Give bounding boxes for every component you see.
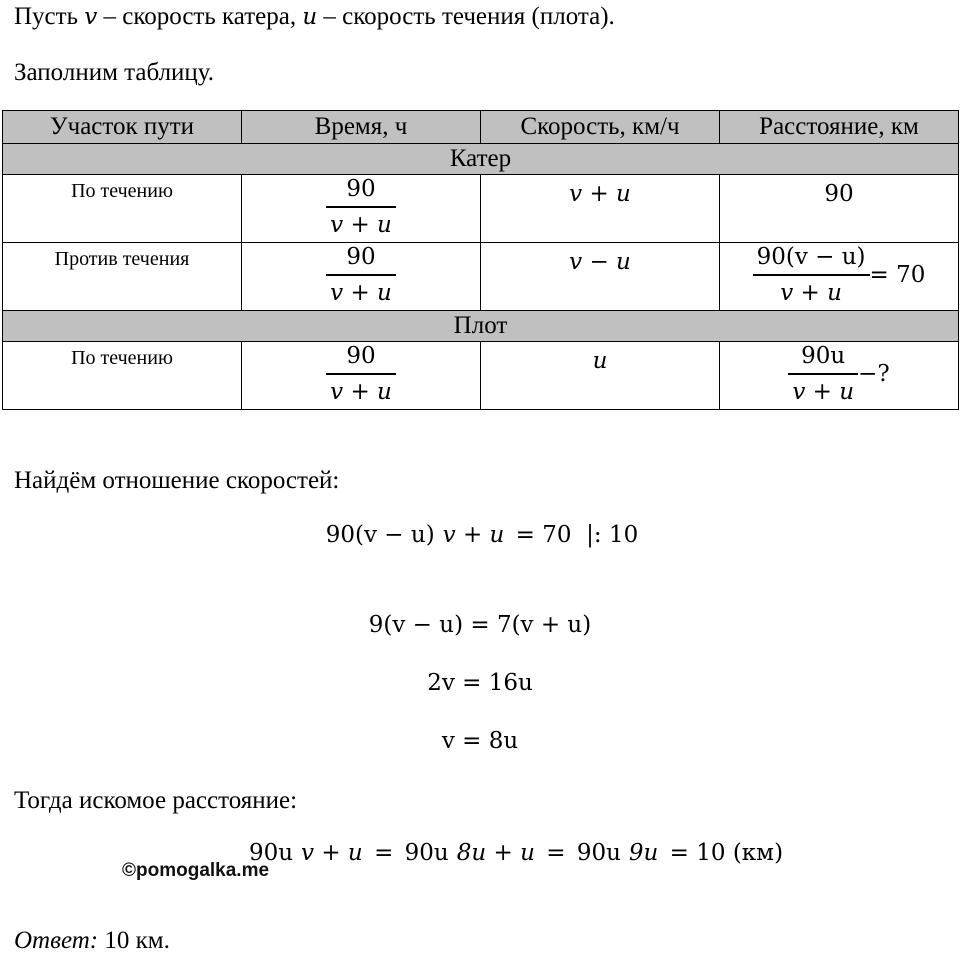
equation-2: 9(v − u) = 7(v + u) — [368, 612, 592, 638]
watermark: ©pomogalka.me — [122, 860, 270, 881]
fraction-denominator: v + u — [442, 522, 505, 548]
section-row-boat — [3, 144, 959, 175]
speed-cell — [481, 342, 720, 410]
fraction-denominator: 9u — [628, 840, 659, 866]
time-cell — [242, 243, 481, 311]
header-cell: Время, ч — [242, 111, 481, 144]
fraction-denominator: 8u + u — [456, 840, 535, 866]
time-fraction — [326, 242, 396, 308]
row-label: По течению — [3, 175, 242, 243]
fraction-bar — [326, 373, 396, 375]
fraction-denominator: v + u — [780, 279, 842, 306]
fraction-numerator: 90u — [404, 840, 449, 866]
eq1-fraction — [322, 520, 509, 550]
speed-value: v + u — [569, 181, 631, 207]
table-row — [3, 243, 959, 311]
fraction-bar — [788, 373, 858, 375]
fraction-bar — [326, 206, 396, 208]
intro-line-1 — [14, 2, 615, 32]
distance-fraction — [788, 341, 858, 407]
data-table — [2, 110, 959, 410]
intro-text-a: Пусть — [14, 3, 85, 30]
row-label: По течению — [3, 342, 242, 410]
speed-cell — [481, 243, 720, 311]
fraction-numerator: 90u — [248, 840, 294, 866]
table-header-row — [3, 111, 959, 144]
var-u: u — [302, 4, 318, 30]
answer-value: 10 км. — [98, 927, 170, 954]
row-label: Против течения — [3, 243, 242, 311]
dist-fraction-2 — [401, 838, 539, 868]
header-cell: Скорость, км/ч — [481, 111, 720, 144]
answer-line — [14, 926, 170, 956]
ratio-heading: Найдём отношение скоростей: — [14, 467, 340, 494]
distance-result: = 10 (км) — [662, 840, 784, 866]
section-row-raft — [3, 311, 959, 342]
fraction-numerator: 90u — [576, 840, 621, 866]
fraction-numerator: 90 — [346, 342, 376, 369]
equation-1 — [0, 520, 960, 550]
fraction-numerator: 90 — [346, 243, 376, 270]
section-label: Плот — [3, 311, 959, 342]
distance-tail: −? — [858, 360, 890, 387]
fraction-bar — [326, 274, 396, 276]
intro-text-c: – скорость течения (плота). — [317, 3, 615, 30]
distance-value: 90 — [824, 181, 854, 207]
distance-fraction — [753, 242, 870, 308]
distance-tail: = 70 — [869, 261, 926, 288]
fraction-numerator: 90(v − u) — [756, 243, 866, 270]
speed-cell — [481, 175, 720, 243]
equation-distance: 90u v + u = 90u 8u + u = 90u 9u = 10 (км) — [0, 838, 960, 868]
speed-value: v − u — [569, 249, 631, 275]
time-fraction — [326, 341, 396, 407]
intro-line-2: Заполним таблицу. — [14, 59, 215, 86]
section-label: Катер — [3, 144, 959, 175]
speed-value: u — [592, 348, 608, 374]
answer-label: Ответ: — [14, 927, 99, 954]
header-cell: Расстояние, км — [720, 111, 959, 144]
fraction-bar — [753, 274, 870, 276]
intro-text-b: – скорость катера, — [97, 3, 303, 30]
distance-cell — [720, 175, 959, 243]
time-fraction — [326, 174, 396, 240]
header-cell: Участок пути — [3, 111, 242, 144]
equation-4: v = 8u — [441, 728, 519, 754]
equation-3: 2v = 16u — [427, 670, 533, 696]
distance-cell — [720, 342, 959, 410]
fraction-numerator: 90(v − u) — [325, 522, 435, 548]
distance-heading: Тогда искомое расстояние: — [14, 787, 298, 814]
time-cell — [242, 175, 481, 243]
fraction-numerator: 90 — [346, 175, 376, 202]
table-row — [3, 175, 959, 243]
distance-cell — [720, 243, 959, 311]
dist-fraction-3 — [573, 838, 663, 868]
fraction-numerator: 90u — [801, 342, 846, 369]
fraction-denominator: v + u — [330, 378, 392, 405]
fraction-denominator: v + u — [330, 279, 392, 306]
fraction-denominator: v + u — [792, 378, 855, 405]
table-row — [3, 342, 959, 410]
fraction-denominator: v + u — [330, 211, 392, 238]
time-cell — [242, 342, 481, 410]
var-v: v — [84, 4, 98, 30]
eq1-tail: = 70 |: 10 — [508, 522, 639, 548]
fraction-denominator: v + u — [301, 840, 363, 866]
